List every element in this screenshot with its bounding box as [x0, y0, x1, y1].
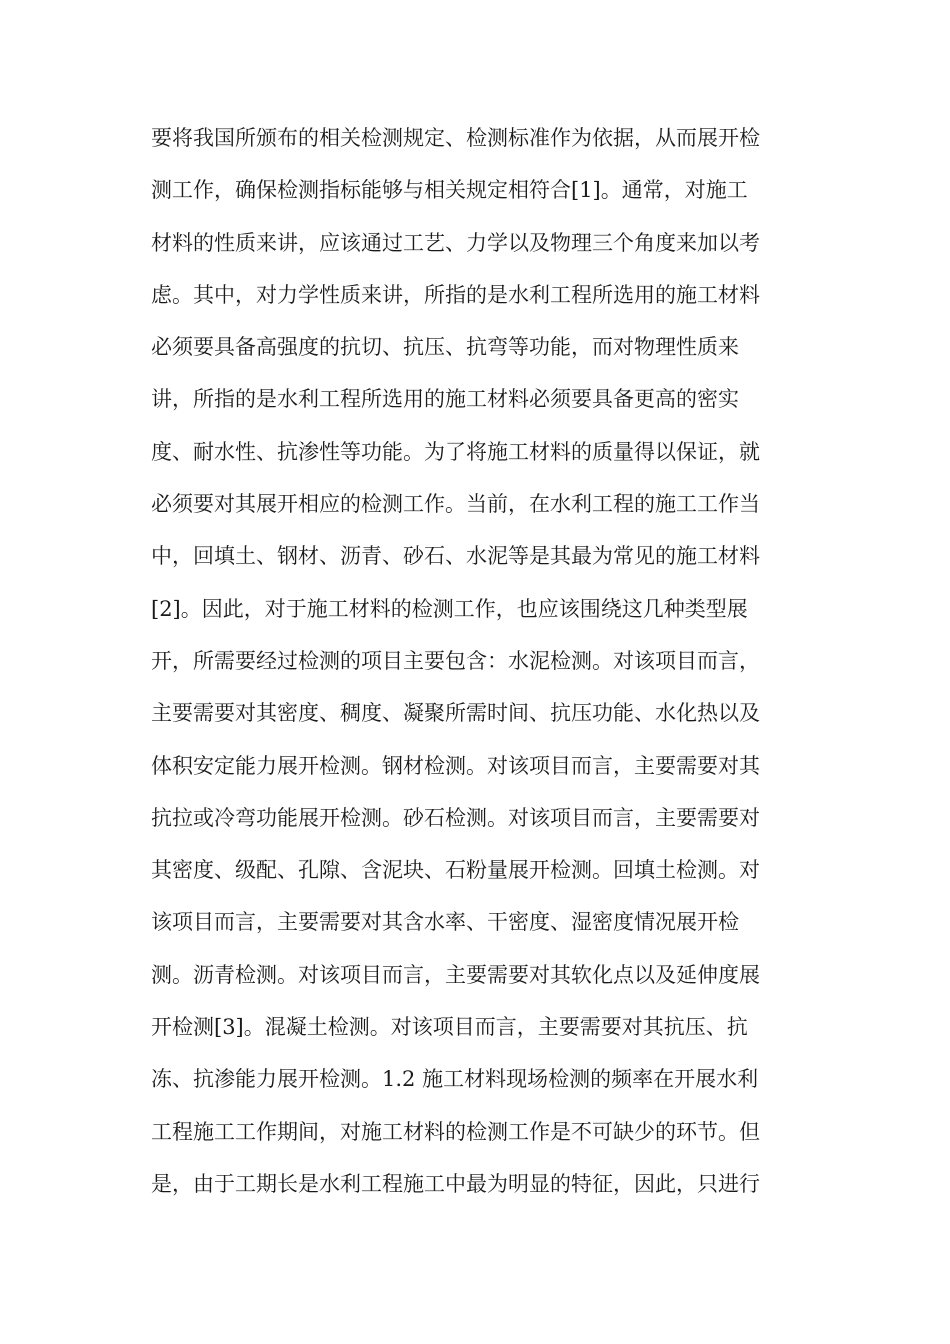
text-line: 测。沥青检测。对该项目而言，主要需要对其软化点以及延伸度展 — [151, 962, 760, 987]
text-line: 冻、抗渗能力展开检测。1.2 施工材料现场检测的频率在开展水利 — [151, 1067, 759, 1092]
text-line: 开检测[3]。混凝土检测。对该项目而言，主要需要对其抗压、抗 — [151, 1015, 748, 1040]
text-line: [2]。因此，对于施工材料的检测工作，也应该围绕这几种类型展 — [151, 596, 748, 621]
text-line: 中，回填土、钢材、沥青、砂石、水泥等是其最为常见的施工材料 — [151, 544, 760, 569]
text-line: 工程施工工作期间，对施工材料的检测工作是不可缺少的环节。但 — [151, 1119, 760, 1144]
text-line: 必须要对其展开相应的检测工作。当前，在水利工程的施工工作当 — [151, 492, 760, 517]
text-line: 体积安定能力展开检测。钢材检测。对该项目而言，主要需要对其 — [151, 753, 760, 778]
body-text — [151, 116, 811, 1214]
text-line: 开，所需要经过检测的项目主要包含：水泥检测。对该项目而言， — [151, 648, 760, 673]
text-line: 测工作，确保检测指标能够与相关规定相符合[1]。通常，对施工 — [151, 178, 748, 203]
text-line: 虑。其中，对力学性质来讲，所指的是水利工程所选用的施工材料 — [151, 282, 760, 307]
text-line: 材料的性质来讲，应该通过工艺、力学以及物理三个角度来加以考 — [151, 230, 760, 255]
text-line: 主要需要对其密度、稠度、凝聚所需时间、抗压功能、水化热以及 — [151, 701, 760, 726]
text-line: 度、耐水性、抗渗性等功能。为了将施工材料的质量得以保证，就 — [151, 439, 760, 464]
text-line: 该项目而言，主要需要对其含水率、干密度、湿密度情况展开检 — [151, 910, 739, 935]
text-line: 其密度、级配、孔隙、含泥块、石粉量展开检测。回填土检测。对 — [151, 858, 760, 883]
text-line: 是，由于工期长是水利工程施工中最为明显的特征，因此，只进行 — [151, 1171, 760, 1196]
text-line: 要将我国所颁布的相关检测规定、检测标准作为依据，从而展开检 — [151, 126, 760, 150]
text-line: 必须要具备高强度的抗切、抗压、抗弯等功能，而对物理性质来 — [151, 335, 739, 360]
text-line: 讲，所指的是水利工程所选用的施工材料必须要具备更高的密实 — [151, 387, 739, 412]
text-line: 抗拉或冷弯功能展开检测。砂石检测。对该项目而言，主要需要对 — [151, 805, 760, 830]
